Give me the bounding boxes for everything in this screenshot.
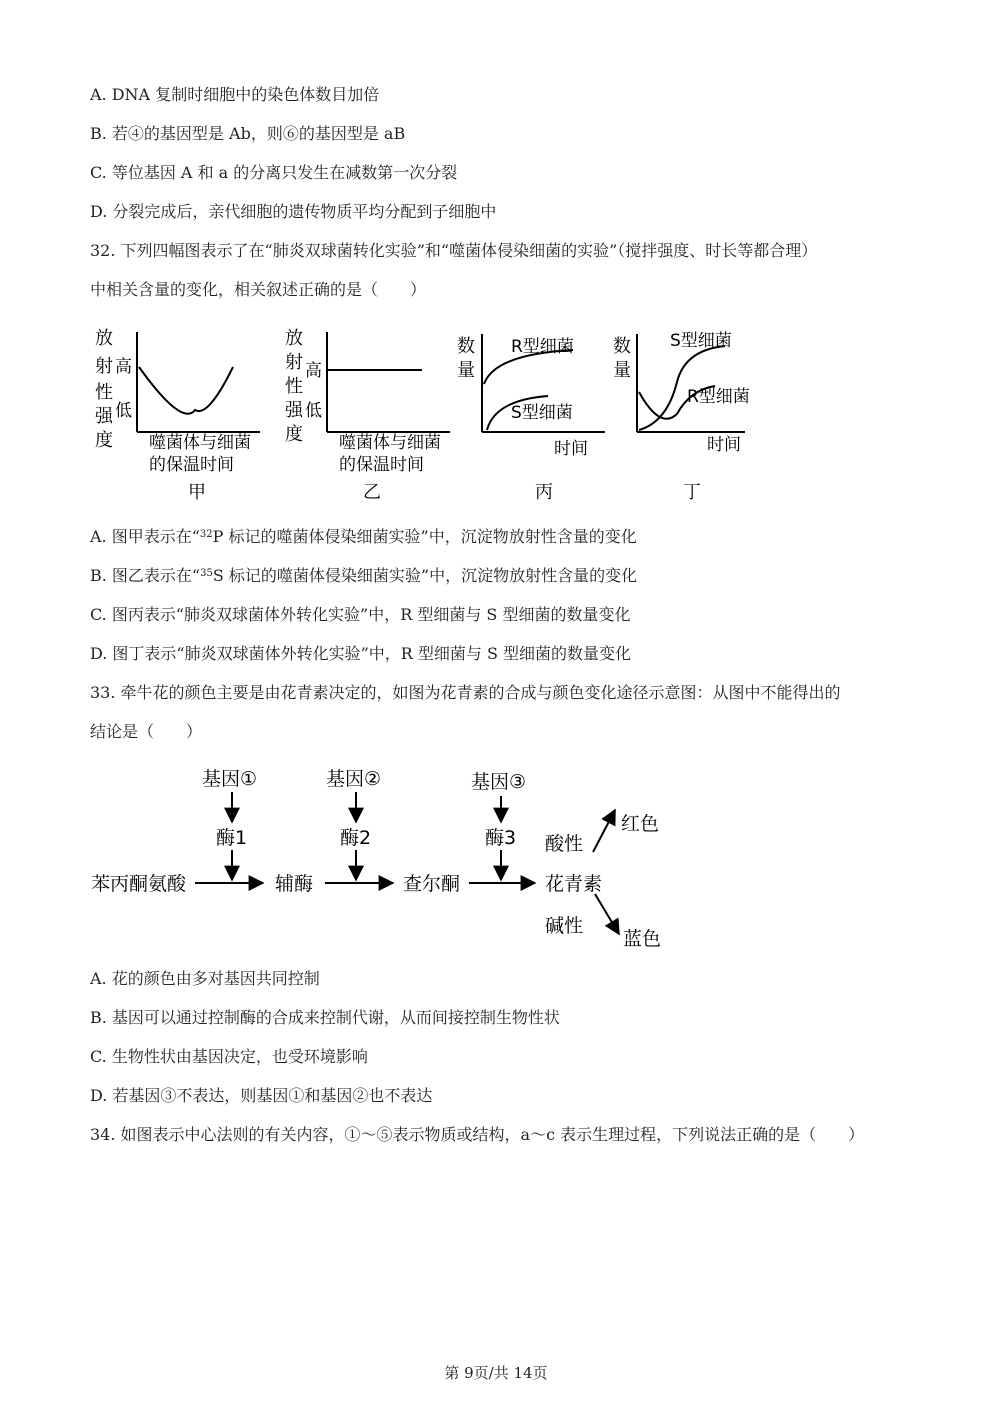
base-label: 碱性	[545, 915, 584, 937]
graph-yi-ylabel-4: 强	[285, 400, 303, 421]
q31-option-c: C. 等位基因 A 和 a 的分离只发生在减数第一次分裂	[90, 163, 458, 182]
graph-jia-xlabel-1: 噬菌体与细菌	[149, 433, 251, 453]
blue-label: 蓝色	[623, 928, 662, 950]
graph-bing	[457, 334, 605, 503]
q32-option-d: D. 图丁表示“肺炎双球菌体外转化实验”中，R 型细菌与 S 型细菌的数量变化	[90, 644, 632, 663]
q32-graphs	[85, 322, 765, 512]
graph-ding-ylabel-1: 数	[613, 336, 631, 357]
graph-yi	[285, 328, 450, 503]
q33-option-d: D. 若基因③不表达，则基因①和基因②也不表达	[90, 1086, 433, 1105]
graph-yi-caption: 乙	[363, 482, 381, 503]
mid1-label: 辅酶	[275, 873, 314, 895]
graph-yi-ylabel-5: 度	[285, 424, 303, 445]
q31-option-d: D. 分裂完成后，亲代细胞的遗传物质平均分配到子细胞中	[90, 202, 497, 221]
graph-yi-xlabel-2: 的保温时间	[339, 455, 424, 475]
graph-bing-ylabel-2: 量	[457, 360, 475, 381]
q32-option-a-pre: A. 图甲表示在“	[90, 527, 200, 546]
graph-yi-low: 低	[305, 401, 322, 421]
q33-stem-line1: 33. 牵牛花的颜色主要是由花青素决定的，如图为花青素的合成与颜色变化途径示意图：从图中不能得出的	[90, 683, 841, 702]
q33-option-b: B. 基因可以通过控制酶的合成来控制代谢，从而间接控制生物性状	[90, 1008, 560, 1027]
enzyme3-label: 酶3	[485, 827, 517, 849]
q32-option-a-sup: 32	[199, 529, 213, 540]
product-label: 花青素	[545, 873, 603, 895]
graph-yi-xlabel-1: 噬菌体与细菌	[339, 433, 441, 453]
graph-jia-ylabel-3: 性	[95, 382, 113, 403]
acid-label: 酸性	[545, 833, 584, 855]
red-label: 红色	[621, 813, 660, 835]
graph-yi-ylabel-3: 性	[285, 376, 303, 397]
q32-option-b-post: S 标记的噬菌体侵染细菌实验”中，沉淀物放射性含量的变化	[212, 566, 638, 585]
graph-ding-ylabel-2: 量	[613, 360, 631, 381]
graph-yi-ylabel-1: 放	[285, 328, 303, 349]
graph-jia	[95, 328, 260, 503]
enzyme2-label: 酶2	[340, 827, 372, 849]
q32-stem-line1: 32. 下列四幅图表示了在“肺炎双球菌转化实验”和“噬菌体侵染细菌的实验”（搅拌强度、时长等都合理）	[90, 241, 818, 260]
gene1-label: 基因①	[202, 768, 258, 790]
q32-option-a-post: P 标记的噬菌体侵染细菌实验”中，沉淀物放射性含量的变化	[212, 527, 637, 546]
q32-option-a	[90, 526, 637, 548]
graph-jia-ylabel-5: 度	[95, 430, 113, 451]
q32-option-c: C. 图丙表示“肺炎双球菌体外转化实验”中，R 型细菌与 S 型细菌的数量变化	[90, 605, 631, 624]
gene2-label: 基因②	[326, 768, 382, 790]
graph-ding-xlabel: 时间	[707, 435, 741, 455]
base-arrow	[595, 894, 619, 934]
q33-pathway-diagram	[85, 760, 705, 960]
q34-stem: 34. 如图表示中心法则的有关内容，①～⑤表示物质或结构，a～c 表示生理过程，下列说法正确的是（ ）	[90, 1125, 865, 1144]
graph-jia-curve	[139, 367, 233, 414]
graph-jia-ylabel-2: 射	[95, 356, 113, 377]
q32-option-b-sup: 35	[200, 568, 213, 579]
acid-arrow	[593, 810, 615, 852]
q32-option-b-pre: B. 图乙表示在“	[90, 566, 201, 585]
substrate-label: 苯丙酮氨酸	[91, 873, 187, 895]
graph-bing-ylabel-1: 数	[457, 336, 475, 357]
graph-jia-xlabel-2: 的保温时间	[149, 455, 234, 475]
graph-bing-curve-bottom-label: S型细菌	[511, 403, 573, 423]
graph-yi-high: 高	[305, 361, 322, 381]
q33-option-a: A. 花的颜色由多对基因共同控制	[90, 969, 320, 988]
graph-ding-curve-bottom-label: R型细菌	[687, 387, 750, 407]
q32-option-b	[90, 565, 637, 587]
graph-ding-curve-top-label: S型细菌	[670, 331, 732, 351]
graph-jia-ylabel-4: 强	[95, 406, 113, 427]
graph-bing-caption: 丙	[535, 482, 553, 503]
enzyme1-label: 酶1	[216, 827, 248, 849]
graph-ding	[613, 331, 750, 503]
page-footer: 第 9页/共 14页	[444, 1364, 548, 1382]
q33-stem-line2: 结论是（ ）	[90, 722, 203, 741]
graph-ding-caption: 丁	[683, 482, 701, 503]
q31-option-b: B. 若④的基因型是 Ab，则⑥的基因型是 aB	[90, 124, 406, 143]
graph-bing-xlabel: 时间	[554, 439, 588, 459]
q32-stem-line2: 中相关含量的变化，相关叙述正确的是（ ）	[90, 280, 427, 299]
graph-jia-high: 高	[115, 357, 132, 377]
q33-option-c: C. 生物性状由基因决定，也受环境影响	[90, 1047, 368, 1066]
graph-yi-ylabel-2: 射	[285, 352, 303, 373]
graph-bing-curve-top-label: R型细菌	[511, 337, 574, 357]
graph-jia-low: 低	[115, 401, 132, 421]
graph-jia-caption: 甲	[188, 482, 206, 503]
q31-option-a: A. DNA 复制时细胞中的染色体数目加倍	[90, 85, 380, 104]
graph-jia-ylabel-1: 放	[95, 328, 113, 349]
gene3-label: 基因③	[471, 771, 527, 793]
mid2-label: 查尔酮	[403, 873, 461, 895]
